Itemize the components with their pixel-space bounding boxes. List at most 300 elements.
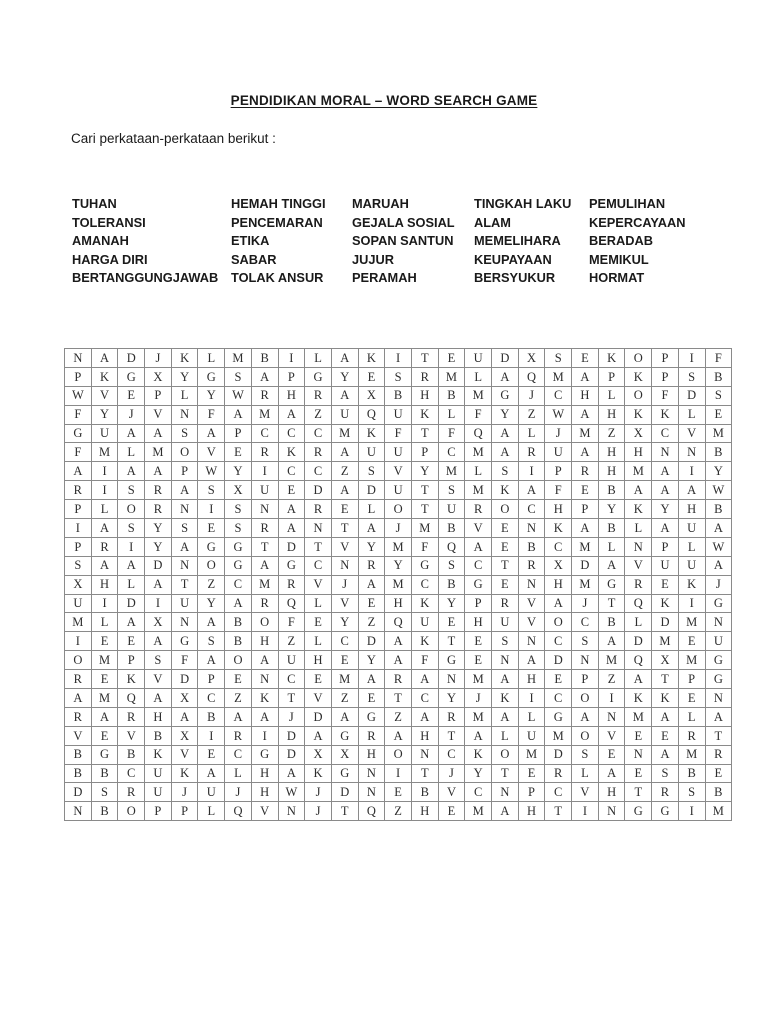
grid-cell: M — [652, 632, 679, 651]
grid-cell: K — [465, 745, 492, 764]
grid-cell: A — [572, 367, 599, 386]
grid-cell: A — [598, 764, 625, 783]
grid-cell: A — [171, 481, 198, 500]
grid-cell: A — [492, 670, 519, 689]
grid-cell: M — [678, 651, 705, 670]
grid-cell: N — [518, 632, 545, 651]
grid-cell: K — [652, 689, 679, 708]
grid-cell: A — [198, 651, 225, 670]
grid-cell: E — [492, 537, 519, 556]
grid-cell: A — [91, 556, 118, 575]
grid-cell: A — [278, 405, 305, 424]
grid-cell: M — [572, 424, 599, 443]
grid-cell: F — [438, 424, 465, 443]
grid-cell: G — [65, 424, 92, 443]
grid-cell: M — [65, 613, 92, 632]
grid-cell: O — [492, 500, 519, 519]
grid-row — [65, 462, 732, 481]
grid-cell: U — [91, 424, 118, 443]
grid-cell: A — [225, 594, 252, 613]
grid-cell: N — [278, 802, 305, 821]
grid-cell: A — [545, 594, 572, 613]
grid-cell: B — [705, 783, 732, 802]
grid-cell: L — [305, 632, 332, 651]
grid-cell: N — [171, 500, 198, 519]
grid-cell: L — [678, 537, 705, 556]
grid-cell: E — [625, 764, 652, 783]
grid-cell: S — [678, 367, 705, 386]
grid-cell: A — [705, 707, 732, 726]
grid-cell: V — [145, 405, 172, 424]
grid-cell: V — [572, 783, 599, 802]
grid-cell: A — [385, 726, 412, 745]
grid-cell: K — [358, 424, 385, 443]
word-item: GEJALA SOSIAL — [352, 214, 455, 230]
grid-cell: P — [572, 670, 599, 689]
grid-cell: Q — [225, 802, 252, 821]
grid-cell: P — [171, 802, 198, 821]
grid-cell: E — [438, 802, 465, 821]
grid-cell: N — [251, 670, 278, 689]
grid-cell: Q — [278, 594, 305, 613]
grid-cell: Q — [118, 689, 145, 708]
grid-cell: L — [625, 519, 652, 538]
grid-cell: F — [411, 651, 438, 670]
grid-cell: B — [678, 764, 705, 783]
grid-cell: M — [465, 481, 492, 500]
grid-cell: V — [598, 726, 625, 745]
grid-cell: X — [171, 726, 198, 745]
grid-cell: K — [625, 500, 652, 519]
word-item: TUHAN — [72, 196, 117, 211]
grid-cell: V — [305, 575, 332, 594]
grid-cell: N — [518, 575, 545, 594]
grid-cell: M — [465, 670, 492, 689]
grid-cell: R — [278, 575, 305, 594]
grid-cell: T — [411, 481, 438, 500]
grid-cell: K — [145, 745, 172, 764]
grid-cell: D — [572, 556, 599, 575]
grid-cell: T — [171, 575, 198, 594]
word-item: TINGKAH LAKU — [474, 196, 572, 211]
grid-cell: F — [385, 424, 412, 443]
grid-cell: E — [91, 670, 118, 689]
grid-cell: H — [251, 632, 278, 651]
grid-cell: A — [331, 481, 358, 500]
grid-cell: C — [305, 462, 332, 481]
grid-cell: K — [411, 405, 438, 424]
grid-cell: P — [65, 500, 92, 519]
grid-row — [65, 575, 732, 594]
grid-cell: K — [545, 519, 572, 538]
grid-cell: R — [118, 783, 145, 802]
grid-cell: O — [198, 556, 225, 575]
grid-cell: Y — [411, 462, 438, 481]
grid-cell: J — [171, 783, 198, 802]
grid-cell: G — [705, 670, 732, 689]
grid-cell: O — [171, 443, 198, 462]
grid-cell: R — [492, 594, 519, 613]
grid-cell: E — [572, 481, 599, 500]
grid-cell: H — [545, 575, 572, 594]
grid-cell: S — [145, 651, 172, 670]
grid-cell: E — [91, 632, 118, 651]
grid-cell: I — [678, 802, 705, 821]
grid-cell: E — [492, 519, 519, 538]
grid-cell: G — [331, 726, 358, 745]
grid-cell: A — [705, 519, 732, 538]
grid-cell: H — [305, 651, 332, 670]
word-item: HARGA DIRI — [72, 251, 148, 267]
grid-cell: U — [65, 594, 92, 613]
grid-cell: P — [145, 386, 172, 405]
grid-cell: K — [652, 405, 679, 424]
grid-cell: A — [492, 802, 519, 821]
grid-cell: E — [598, 745, 625, 764]
grid-cell: D — [545, 745, 572, 764]
grid-cell: Z — [518, 405, 545, 424]
grid-cell: N — [65, 349, 92, 368]
grid-cell: Q — [625, 651, 652, 670]
grid-cell: N — [625, 745, 652, 764]
grid-cell: C — [438, 745, 465, 764]
grid-cell: C — [278, 670, 305, 689]
grid-cell: H — [598, 462, 625, 481]
grid-cell: I — [518, 689, 545, 708]
grid-cell: P — [118, 651, 145, 670]
instruction-text: Cari perkataan-perkataan berikut : — [71, 131, 276, 146]
grid-cell: A — [251, 367, 278, 386]
grid-cell: I — [65, 632, 92, 651]
grid-cell: D — [171, 670, 198, 689]
grid-cell: S — [358, 462, 385, 481]
grid-cell: B — [385, 386, 412, 405]
grid-cell: T — [411, 349, 438, 368]
grid-cell: B — [91, 802, 118, 821]
grid-cell: S — [545, 349, 572, 368]
grid-cell: C — [438, 443, 465, 462]
grid-cell: S — [678, 783, 705, 802]
grid-cell: E — [385, 783, 412, 802]
grid-cell: S — [118, 519, 145, 538]
grid-cell: M — [465, 386, 492, 405]
grid-cell: A — [411, 707, 438, 726]
grid-cell: R — [145, 481, 172, 500]
grid-row — [65, 594, 732, 613]
grid-cell: H — [91, 575, 118, 594]
grid-cell: B — [411, 783, 438, 802]
grid-cell: R — [305, 443, 332, 462]
grid-cell: K — [118, 670, 145, 689]
grid-cell: Z — [598, 670, 625, 689]
grid-cell: R — [305, 500, 332, 519]
grid-cell: A — [572, 519, 599, 538]
grid-cell: R — [145, 500, 172, 519]
grid-cell: V — [305, 689, 332, 708]
grid-cell: J — [385, 519, 412, 538]
grid-cell: E — [678, 689, 705, 708]
grid-cell: J — [518, 386, 545, 405]
grid-row — [65, 613, 732, 632]
word-item: PERAMAH — [352, 270, 417, 286]
grid-cell: H — [278, 386, 305, 405]
grid-cell: P — [518, 783, 545, 802]
word-item: ETIKA — [231, 233, 270, 249]
grid-body — [65, 349, 732, 821]
grid-cell: B — [518, 537, 545, 556]
grid-cell: J — [465, 689, 492, 708]
grid-cell: L — [598, 537, 625, 556]
grid-cell: F — [198, 405, 225, 424]
grid-cell: R — [65, 481, 92, 500]
grid-cell: I — [678, 594, 705, 613]
grid-cell: B — [705, 367, 732, 386]
grid-cell: A — [678, 481, 705, 500]
grid-cell: P — [572, 500, 599, 519]
grid-cell: I — [118, 537, 145, 556]
grid-cell: D — [358, 481, 385, 500]
grid-cell: V — [65, 726, 92, 745]
grid-cell: S — [572, 632, 599, 651]
page-title: PENDIDIKAN MORAL – WORD SEARCH GAME — [230, 93, 538, 108]
grid-cell: A — [118, 556, 145, 575]
grid-cell: E — [545, 670, 572, 689]
grid-cell: I — [598, 689, 625, 708]
grid-cell: A — [278, 764, 305, 783]
grid-cell: Y — [225, 462, 252, 481]
word-list-column — [231, 195, 352, 288]
grid-cell: R — [465, 500, 492, 519]
grid-cell: P — [278, 367, 305, 386]
grid-cell: C — [225, 745, 252, 764]
grid-cell: K — [598, 349, 625, 368]
grid-cell: E — [278, 481, 305, 500]
grid-cell: U — [518, 726, 545, 745]
grid-cell: F — [705, 349, 732, 368]
grid-cell: E — [118, 386, 145, 405]
grid-row — [65, 386, 732, 405]
grid-cell: A — [358, 519, 385, 538]
grid-cell: F — [278, 613, 305, 632]
grid-cell: H — [411, 802, 438, 821]
grid-cell: A — [118, 462, 145, 481]
grid-cell: J — [278, 707, 305, 726]
grid-cell: Z — [358, 613, 385, 632]
grid-cell: W — [545, 405, 572, 424]
grid-cell: M — [465, 443, 492, 462]
grid-cell: B — [438, 575, 465, 594]
grid-cell: L — [118, 575, 145, 594]
grid-cell: A — [652, 462, 679, 481]
grid-cell: T — [411, 500, 438, 519]
grid-cell: B — [65, 764, 92, 783]
grid-cell: L — [198, 349, 225, 368]
grid-cell: I — [678, 349, 705, 368]
grid-cell: J — [145, 349, 172, 368]
grid-cell: L — [305, 594, 332, 613]
grid-cell: G — [545, 707, 572, 726]
grid-cell: T — [411, 764, 438, 783]
grid-row — [65, 632, 732, 651]
grid-cell: R — [65, 707, 92, 726]
grid-cell: C — [251, 424, 278, 443]
grid-cell: A — [91, 349, 118, 368]
grid-cell: V — [118, 726, 145, 745]
grid-cell: E — [518, 764, 545, 783]
grid-cell: O — [625, 349, 652, 368]
grid-cell: C — [411, 689, 438, 708]
grid-cell: Y — [598, 500, 625, 519]
grid-cell: B — [438, 386, 465, 405]
grid-cell: W — [225, 386, 252, 405]
grid-cell: X — [171, 689, 198, 708]
grid-cell: S — [225, 519, 252, 538]
grid-cell: U — [492, 613, 519, 632]
grid-cell: L — [171, 386, 198, 405]
grid-cell: U — [198, 783, 225, 802]
grid-cell: E — [305, 613, 332, 632]
grid-cell: N — [625, 537, 652, 556]
word-item: TOLAK ANSUR — [231, 270, 324, 286]
grid-cell: G — [705, 651, 732, 670]
grid-cell: F — [465, 405, 492, 424]
grid-cell: R — [705, 745, 732, 764]
grid-cell: Q — [438, 537, 465, 556]
grid-cell: H — [251, 783, 278, 802]
grid-cell: M — [705, 802, 732, 821]
grid-cell: P — [465, 594, 492, 613]
grid-cell: Q — [625, 594, 652, 613]
grid-cell: X — [145, 367, 172, 386]
grid-cell: W — [705, 481, 732, 500]
grid-row — [65, 424, 732, 443]
grid-cell: M — [251, 405, 278, 424]
grid-cell: A — [225, 405, 252, 424]
grid-cell: X — [145, 613, 172, 632]
grid-cell: H — [545, 500, 572, 519]
grid-cell: P — [652, 367, 679, 386]
word-list-column — [72, 195, 231, 288]
grid-cell: V — [145, 670, 172, 689]
grid-cell: M — [225, 349, 252, 368]
grid-row — [65, 405, 732, 424]
grid-cell: I — [251, 462, 278, 481]
grid-cell: C — [118, 764, 145, 783]
grid-cell: Z — [225, 689, 252, 708]
grid-cell: N — [331, 556, 358, 575]
grid-cell: U — [678, 519, 705, 538]
grid-cell: R — [518, 443, 545, 462]
grid-cell: R — [518, 556, 545, 575]
grid-cell: G — [358, 707, 385, 726]
grid-cell: N — [438, 670, 465, 689]
grid-cell: E — [358, 689, 385, 708]
grid-cell: E — [465, 651, 492, 670]
word-item: PENCEMARAN — [231, 214, 323, 230]
grid-cell: A — [145, 689, 172, 708]
grid-cell: E — [358, 594, 385, 613]
grid-cell: T — [705, 726, 732, 745]
grid-cell: G — [91, 745, 118, 764]
grid-cell: A — [145, 575, 172, 594]
grid-cell: T — [305, 537, 332, 556]
grid-row — [65, 443, 732, 462]
grid-cell: A — [652, 745, 679, 764]
grid-cell: Z — [305, 405, 332, 424]
grid-cell: U — [171, 594, 198, 613]
grid-cell: P — [411, 443, 438, 462]
grid-cell: Z — [598, 424, 625, 443]
grid-row — [65, 500, 732, 519]
grid-cell: M — [518, 745, 545, 764]
grid-cell: N — [652, 443, 679, 462]
grid-cell: W — [65, 386, 92, 405]
grid-cell: K — [625, 405, 652, 424]
grid-cell: C — [545, 537, 572, 556]
grid-cell: N — [305, 519, 332, 538]
grid-cell: K — [251, 689, 278, 708]
grid-cell: A — [652, 707, 679, 726]
grid-cell: V — [331, 594, 358, 613]
grid-cell: X — [545, 556, 572, 575]
grid-cell: M — [678, 613, 705, 632]
grid-cell: A — [91, 707, 118, 726]
grid-cell: A — [492, 443, 519, 462]
grid-cell: I — [198, 726, 225, 745]
grid-cell: T — [545, 802, 572, 821]
grid-cell: V — [518, 594, 545, 613]
grid-cell: C — [278, 424, 305, 443]
grid-cell: A — [385, 632, 412, 651]
grid-cell: C — [465, 783, 492, 802]
grid-cell: Y — [492, 405, 519, 424]
grid-cell: D — [305, 481, 332, 500]
grid-cell: I — [278, 349, 305, 368]
grid-cell: D — [305, 707, 332, 726]
grid-cell: J — [305, 802, 332, 821]
grid-cell: M — [598, 651, 625, 670]
grid-cell: Y — [198, 594, 225, 613]
grid-cell: C — [652, 424, 679, 443]
grid-cell: C — [411, 575, 438, 594]
grid-cell: N — [358, 783, 385, 802]
grid-cell: U — [705, 632, 732, 651]
grid-cell: N — [492, 783, 519, 802]
grid-cell: Q — [385, 613, 412, 632]
grid-cell: A — [411, 670, 438, 689]
grid-cell: B — [598, 519, 625, 538]
grid-cell: R — [411, 367, 438, 386]
grid-cell: A — [385, 651, 412, 670]
grid-cell: I — [251, 726, 278, 745]
grid-cell: C — [545, 386, 572, 405]
grid-row — [65, 726, 732, 745]
grid-cell: R — [251, 386, 278, 405]
grid-cell: K — [411, 594, 438, 613]
grid-cell: R — [65, 670, 92, 689]
grid-cell: L — [518, 707, 545, 726]
grid-cell: Z — [278, 632, 305, 651]
grid-cell: D — [625, 632, 652, 651]
grid-cell: C — [545, 783, 572, 802]
grid-row — [65, 783, 732, 802]
grid-cell: F — [171, 651, 198, 670]
grid-cell: Z — [198, 575, 225, 594]
grid-cell: B — [118, 745, 145, 764]
grid-cell: J — [305, 783, 332, 802]
grid-cell: A — [358, 670, 385, 689]
grid-cell: I — [385, 349, 412, 368]
